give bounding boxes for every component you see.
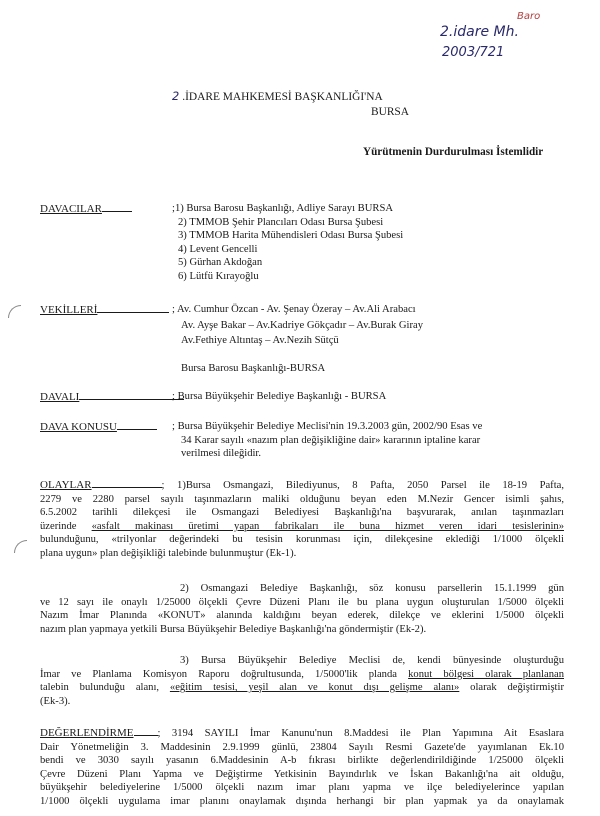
defendant-text: ; Bursa Büyükşehir Belediye Başkanlığı - BURSA xyxy=(172,391,387,402)
attorneys-list xyxy=(172,303,423,375)
plaintiff-item: 6) Lütfü Kırayoğlu xyxy=(178,270,259,282)
attorneys-label: VEKİLLERİ xyxy=(40,303,169,318)
subject-line: 34 Karar sayılı «nazım plan değişikliğine dair» kararının iptaline karar xyxy=(181,434,481,446)
handwritten-note: Baro xyxy=(517,11,541,22)
court-title: 2 .İDARE MAHKEMESİ BAŞKANLIĞI'NA xyxy=(172,89,383,103)
facts-label: OLAYLAR xyxy=(40,479,92,491)
plaintiffs-label: DAVACILAR xyxy=(40,202,132,217)
attorney-office: Bursa Barosu Başkanlığı-BURSA xyxy=(181,362,326,374)
plaintiff-item: 4) Levent Gencelli xyxy=(178,243,258,255)
subject-text xyxy=(172,420,482,461)
margin-mark xyxy=(8,305,21,318)
subject-label: DAVA KONUSU xyxy=(40,420,157,435)
plaintiff-item: 2) TMMOB Şehir Plancıları Odası Bursa Şubesi xyxy=(178,216,384,228)
plaintiff-item: 3) TMMOB Harita Mühendisleri Odası Bursa Şubesi xyxy=(178,230,404,242)
evaluation-label: DEĞERLENDİRME xyxy=(40,727,134,739)
attorney-line: Av.Fethiye Altıntaş – Av.Nezih Sütçü xyxy=(181,335,339,347)
attorney-line: ; Av. Cumhur Özcan - Av. Şenay Özeray – Av.Ali Arabacı xyxy=(172,304,416,315)
defendant-label: DAVALI xyxy=(40,390,184,405)
handwritten-court-note: 2.idare Mh. xyxy=(440,24,519,40)
attorney-line: Av. Ayşe Bakar – Av.Kadriye Gökçadır – Av.Burak Giray xyxy=(181,319,424,331)
facts-paragraph-2: 2) Osmangazi Belediye Başkanlığı, söz konusu parsellerin 15.1.1999 gün ve 12 sayı ile onaylı 1/25000 ölçekli Çevre Düzeni Planı ile bu plana uygun oluşturulan 1/5000 ölçekli Nazım İmar Planında «KONUT» alanında kaldığını beyan ederek, dilekçe ve eklerini 1/5000 ölçekli nazım plan yapmaya yetkili Bursa Büyükşehir Belediye Başkanlığı'na göndermiştir (Ek-2). xyxy=(40,583,564,635)
margin-mark xyxy=(14,540,27,553)
facts-paragraph-3: 3) Bursa Büyükşehir Belediye Meclisi de, kendi bünyesinde oluşturduğu İmar ve Planlama Komisyon Raporu doğrultusunda, 1/5000'lik planda konut bölgesi olarak planlanan talebin bulunduğu alanı, «eğitim tesisi, yeşil alan ve konut dışı gelişme alanı» olarak değiştirmiştir (Ek-3). xyxy=(40,655,564,707)
handwritten-court-prefix: 2 xyxy=(172,89,180,103)
facts-paragraph-1: OLAYLAR ; 1)Bursa Osmangazi, Bilediyunus, 8 Pafta, 2050 Parsel ile 18-19 Pafta, 2279 ve 2280 parsel sayılı taşınmazların maliki olduğunu beyan eden M.Nezir Gencer isimli şahıs, 6.5.2002 tarihli dilekçesi ile Osmangazi Belediyesi Başkanlığı'na başvurarak, anılan taşınmazları üzerinde «asfalt makinası üretimi yapan fabrikaları ile buna hizmet veren idari tesislerinin» bulunduğunu, «trilyonlar değerindeki bu tesisin korunması için, dilekçesine eklediği 1/1000 ölçekli plana uygun» plan değişikliği talebinde bulunmuştur (Ek-1). xyxy=(40,479,564,559)
zone-change-after: «eğitim tesisi, yeşil alan ve konut dışı gelişme alanı» xyxy=(169,682,460,694)
quoted-facility: «asfalt makinası üretimi yapan fabrikaları ile buna hizmet veren idari tesislerinin» xyxy=(91,520,564,532)
subject-line: verilmesi dileğidir. xyxy=(181,448,262,460)
request-heading: Yürütmenin Durdurulması İstemlidir xyxy=(363,146,544,158)
zone-change-before: konut bölgesi olarak planlanan xyxy=(408,668,564,680)
subject-line: ; Bursa Büyükşehir Belediye Meclisi'nin 19.3.2003 gün, 2002/90 Esas ve xyxy=(172,421,483,432)
evaluation-paragraph: DEĞERLENDİRME ; 3194 SAYILI İmar Kanunu'nun 8.Maddesi ile Plan Yapımına Ait Esaslara Dair Yönetmeliğin 3. Maddesinin 2.9.1999 günlü, 23804 Sayılı Resmi Gazete'de yayımlanan Ek.10 bendi ve 3030 sayılı yasanın 6.Maddesinin A-b fıkrası birlikte değerlendirildiğinde 1/25000 ölçekli Çevre Düzeni Planı Yapma ve Değiştirme Yetkisinin Bayındırlık ve İskan Bakanlığı'na ait olduğu, büyükşehir belediyelerine 1/5000 ölçekli nazım imar planı yapma ve ilçe belediyelerince yapılan 1/1000 ölçekli uygulama imar planını onaylamak dışında herhangi bir plan yapmak ya da onaylamak xyxy=(40,727,564,807)
handwritten-case-number: 2003/721 xyxy=(442,45,505,60)
plaintiffs-list xyxy=(172,202,403,284)
plaintiff-item: 5) Gürhan Akdoğan xyxy=(178,257,263,269)
plaintiff-item: ;1) Bursa Barosu Başkanlığı, Adliye Sarayı BURSA xyxy=(172,203,393,214)
court-city: BURSA xyxy=(371,106,409,118)
